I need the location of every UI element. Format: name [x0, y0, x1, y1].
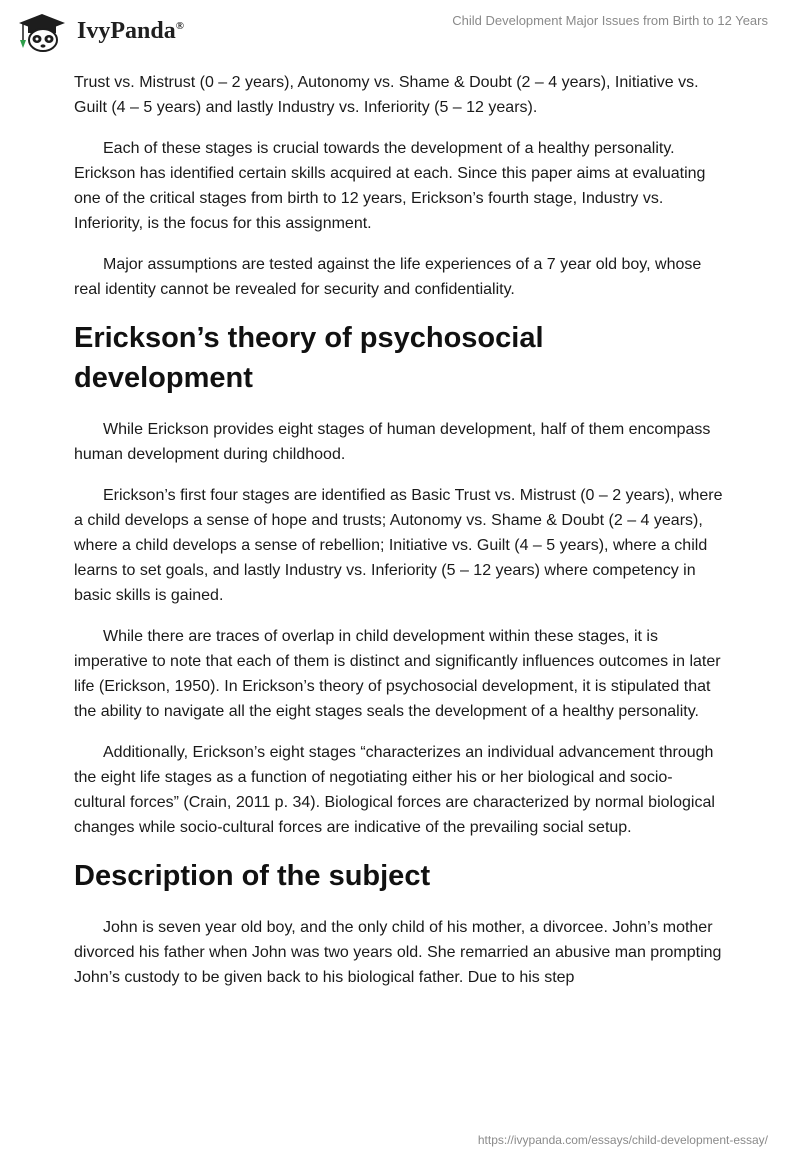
- heading-theory: Erickson’s theory of psychosocial development: [74, 322, 544, 394]
- paragraph-stages: Each of these stages is crucial towards the development of a healthy personality. Erickson has identified certain skills acquired at each. Since this paper aims at evaluating one of the critical stages from birth to 12 years, Erickson’s fourth stage, Industry vs. Inferiority, is the focus for this assignment.: [74, 140, 706, 232]
- paragraph-eight-stages: While Erickson provides eight stages of human development, half of them encompass human development during childhood.: [74, 421, 711, 463]
- source-url-link[interactable]: https://ivypanda.com/essays/child-development-essay/: [477, 1133, 768, 1147]
- brand-logo[interactable]: [15, 10, 184, 52]
- paragraph-assumptions: Major assumptions are tested against the life experiences of a 7 year old boy, whose real identity cannot be revealed for security and confidentiality.: [74, 256, 702, 298]
- paragraph-additionally: Additionally, Erickson’s eight stages “characterizes an individual advancement through the eight life stages as a function of negotiating either his or her biological and socio-cultural forces” (Crain, 2011 p. 34). Biological forces are characterized by normal biological changes while socio-cultural forces are indicative of the prevailing social setup.: [74, 744, 715, 836]
- paragraph-john: John is seven year old boy, and the only child of his mother, a divorcee. John’s mother divorced his father when John was two years old. She remarried an abusive man prompting John’s custody to be given back to his biological father. Due to his step: [74, 919, 722, 986]
- document-title: Child Development Major Issues from Birth to 12 Years: [452, 13, 768, 28]
- paragraph-overlap: While there are traces of overlap in child development within these stages, it is imperative to note that each of them is distinct and significantly influences outcomes in later life (Erickson, 1950). In Erickson’s theory of psychosocial development, it is stipulated that the ability to navigate all the eight stages seals the development of a healthy personality.: [74, 628, 721, 720]
- panda-graduate-icon: [15, 10, 73, 52]
- brand-name: IvyPanda®: [77, 17, 184, 44]
- paragraph-intro: Trust vs. Mistrust (0 – 2 years), Autonomy vs. Shame & Doubt (2 – 4 years), Initiative vs. Guilt (4 – 5 years) and lastly Industry vs. Inferiority (5 – 12 years).: [74, 74, 699, 116]
- heading-subject: Description of the subject: [74, 860, 431, 892]
- paragraph-first-four: Erickson’s first four stages are identified as Basic Trust vs. Mistrust (0 – 2 years), where a child develops a sense of hope and trusts; Autonomy vs. Shame & Doubt (2 – 4 years), where a child develops a sense of rebellion; Initiative vs. Guilt (4 – 5 years), where a child learns to set goals, and lastly Industry vs. Inferiority (5 – 12 years) where competency in basic skills is gained.: [74, 487, 723, 604]
- essay-body: [74, 70, 724, 1006]
